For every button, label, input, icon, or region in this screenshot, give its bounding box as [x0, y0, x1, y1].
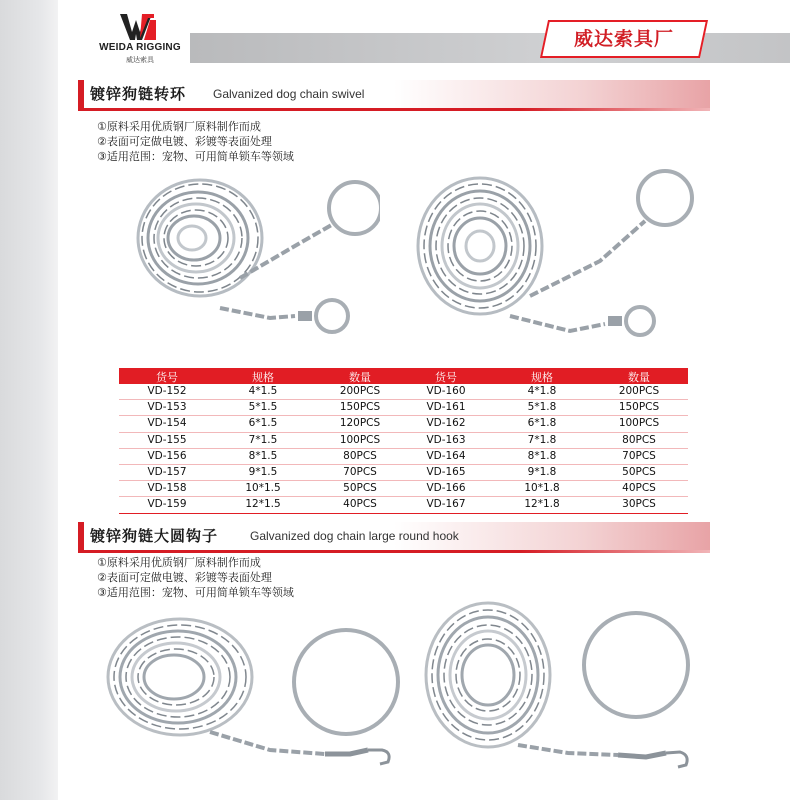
table-row — [119, 449, 409, 465]
spec-table-left — [119, 368, 409, 514]
cell-spec: 7*1.8 — [527, 433, 557, 446]
cell-spec: 4*1.5 — [248, 385, 278, 397]
cell-item-no: VD-165 — [426, 465, 466, 478]
cell-item-no: VD-166 — [426, 482, 466, 495]
table-row — [398, 497, 688, 512]
title-underline — [78, 550, 710, 553]
table-body — [119, 384, 409, 514]
cell-item-no: VD-162 — [426, 417, 466, 430]
table-row — [119, 497, 409, 512]
table-row — [119, 433, 409, 449]
product-image-round-hook-chain-2 — [418, 595, 708, 780]
table-row — [398, 465, 688, 481]
cell-quantity: 150PCS — [618, 401, 660, 414]
section-1-feature-1: ①原料采用优质钢厂原料制作而成 — [97, 120, 261, 133]
cell-spec: 12*1.8 — [524, 498, 560, 511]
cell-item-no: VD-154 — [147, 417, 187, 430]
cell-spec: 9*1.5 — [248, 465, 278, 478]
table-row — [119, 416, 409, 432]
section-2-title-en: Galvanized dog chain large round hook — [250, 529, 459, 543]
table-row — [119, 481, 409, 497]
product-image-swivel-chain-1 — [120, 168, 380, 340]
cell-spec: 5*1.8 — [527, 401, 557, 414]
cell-quantity: 70PCS — [622, 449, 656, 462]
cell-spec: 6*1.8 — [527, 417, 557, 430]
header-item-no: 货号 — [156, 371, 178, 384]
brand-tag-text: 威达索具厂 — [573, 28, 674, 50]
cell-spec: 8*1.8 — [527, 449, 557, 462]
header-item-no: 货号 — [435, 371, 457, 384]
cell-item-no: VD-158 — [147, 482, 187, 495]
cell-item-no: VD-159 — [147, 498, 187, 511]
cell-item-no: VD-164 — [426, 449, 466, 462]
cell-quantity: 40PCS — [343, 498, 377, 511]
cell-quantity: 70PCS — [343, 465, 377, 478]
cell-quantity: 40PCS — [622, 482, 656, 495]
cell-item-no: VD-163 — [426, 433, 466, 446]
weida-logo-icon — [120, 12, 156, 42]
section-1-title-en: Galvanized dog chain swivel — [213, 87, 365, 101]
cell-quantity: 150PCS — [339, 401, 381, 414]
table-row — [398, 400, 688, 416]
table-body — [398, 384, 688, 514]
cell-quantity: 120PCS — [339, 417, 381, 430]
cell-quantity: 50PCS — [622, 465, 656, 478]
table-row — [398, 449, 688, 465]
header-quantity: 数量 — [628, 371, 650, 384]
cell-item-no: VD-156 — [147, 449, 187, 462]
section-1-feature-3: ③适用范围：宠物、可用简单锁车等领域 — [97, 150, 294, 163]
cell-quantity: 200PCS — [339, 385, 381, 397]
cell-spec: 8*1.5 — [248, 449, 278, 462]
title-accent-bar — [78, 522, 84, 550]
cell-spec: 5*1.5 — [248, 401, 278, 414]
table-row — [119, 465, 409, 481]
product-image-round-hook-chain-1 — [100, 602, 410, 780]
table-row — [398, 481, 688, 497]
table-row — [398, 416, 688, 432]
cell-item-no: VD-153 — [147, 401, 187, 414]
cell-item-no: VD-155 — [147, 433, 187, 446]
cell-item-no: VD-160 — [426, 385, 466, 397]
table-row — [398, 433, 688, 449]
title-underline — [78, 108, 710, 111]
section-2-feature-3: ③适用范围：宠物、可用简单锁车等领域 — [97, 586, 294, 599]
cell-quantity: 50PCS — [343, 482, 377, 495]
section-1-feature-2: ②表面可定做电镀、彩镀等表面处理 — [97, 135, 272, 148]
cell-quantity: 100PCS — [339, 433, 381, 446]
section-2-feature-1: ①原料采用优质钢厂原料制作而成 — [97, 556, 261, 569]
cell-quantity: 80PCS — [622, 433, 656, 446]
cell-spec: 10*1.5 — [245, 482, 281, 495]
section-2-feature-2: ②表面可定做电镀、彩镀等表面处理 — [97, 571, 272, 584]
header-spec: 规格 — [531, 371, 553, 384]
product-image-swivel-chain-2 — [410, 166, 710, 342]
table-row — [119, 400, 409, 416]
cell-spec: 12*1.5 — [245, 498, 281, 511]
cell-item-no: VD-161 — [426, 401, 466, 414]
table-row — [398, 384, 688, 400]
table-row — [119, 384, 409, 400]
company-logo — [90, 12, 190, 62]
header-quantity: 数量 — [349, 371, 371, 384]
table-header — [119, 368, 409, 384]
section-2-title-band — [78, 522, 710, 550]
cell-spec: 7*1.5 — [248, 433, 278, 446]
section-1-title-band — [78, 80, 710, 108]
cell-item-no: VD-152 — [147, 385, 187, 397]
logo-chinese-text: 威达索具 — [126, 56, 154, 64]
logo-name-text: WEIDA RIGGING — [99, 42, 181, 53]
cell-item-no: VD-167 — [426, 498, 466, 511]
cell-quantity: 80PCS — [343, 449, 377, 462]
cell-spec: 4*1.8 — [527, 385, 557, 397]
section-2-title-cn: 镀锌狗链大圆钩子 — [90, 527, 219, 545]
cell-quantity: 100PCS — [618, 417, 660, 430]
cell-spec: 9*1.8 — [527, 465, 557, 478]
spec-table-right — [398, 368, 688, 514]
cell-quantity: 200PCS — [618, 385, 660, 397]
cell-item-no: VD-157 — [147, 465, 187, 478]
header-spec: 规格 — [252, 371, 274, 384]
cell-spec: 10*1.8 — [524, 482, 560, 495]
table-header — [398, 368, 688, 384]
section-1-title-cn: 镀锌狗链转环 — [90, 85, 187, 103]
left-margin-strip — [0, 0, 58, 800]
title-accent-bar — [78, 80, 84, 108]
cell-quantity: 30PCS — [622, 498, 656, 511]
cell-spec: 6*1.5 — [248, 417, 278, 430]
